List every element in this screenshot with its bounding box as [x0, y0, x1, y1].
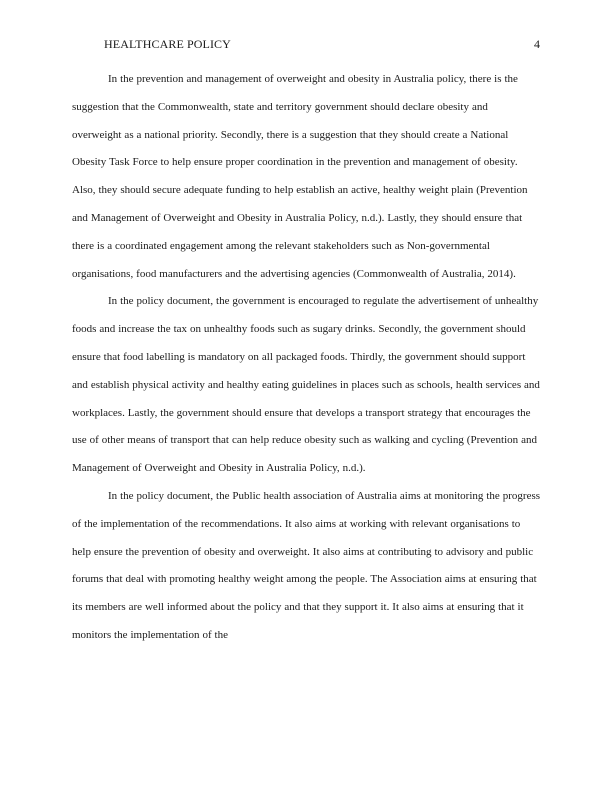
document-body	[72, 66, 540, 650]
running-head: HEALTHCARE POLICY	[104, 37, 231, 51]
page-number: 4	[534, 37, 540, 51]
page-header	[104, 36, 540, 52]
paragraph-3: In the policy document, the Public health association of Australia aims at monitoring the progress of the implementation of the recommendations. It also aims at working with relevant organisations to help ensure the prevention of obesity and overweight. It also aims at contributing to advisory and public forums that deal with promoting healthy weight among the people. The Association aims at ensuring that its members are well informed about the policy and that they support it. It also aims at ensuring that it monitors the implementation of the	[72, 489, 541, 641]
paragraph-2: In the policy document, the government is encouraged to regulate the advertisement of unhealthy foods and increase the tax on unhealthy foods such as sugary drinks. Secondly, the government should ensure that food labelling is mandatory on all packaged foods. Thirdly, the government should support and establish physical activity and healthy eating guidelines in places such as schools, health services and workplaces. Lastly, the government should ensure that develops a transport strategy that encourages the use of other means of transport that can help reduce obesity such as walking and cycling (Prevention and Management of Overweight and Obesity in Australia Policy, n.d.).	[72, 295, 540, 475]
paragraph-1: In the prevention and management of overweight and obesity in Australia policy, there is the suggestion that the Commonwealth, state and territory government should declare obesity and overweight as a national priority. Secondly, there is a suggestion that they should create a National Obesity Task Force to help ensure proper coordination in the prevention and management of obesity. Also, they should secure adequate funding to help establish an active, healthy weight plain (Prevention and Management of Overweight and Obesity in Australia Policy, n.d.). Lastly, they should ensure that there is a coordinated engagement among the relevant stakeholders such as Non-governmental organisations, food manufacturers and the advertising agencies (Commonwealth of Australia, 2014).	[72, 73, 528, 280]
